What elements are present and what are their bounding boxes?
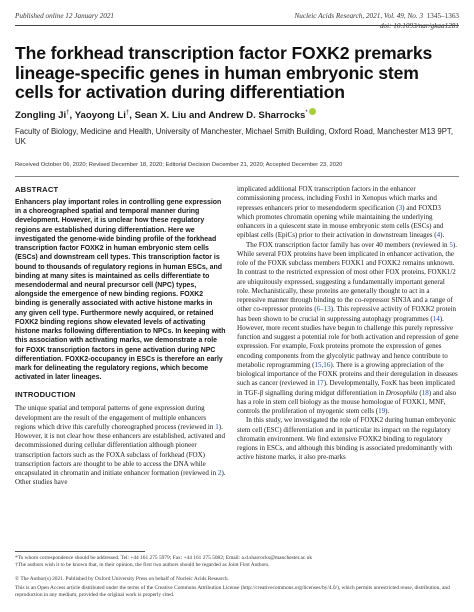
reference-link[interactable]: 3	[398, 203, 403, 212]
license-notice: This is an Open Access article distributed under the terms of the Creative Commons Attribution License (http://creativecommons.org/licenses/by/4.0/), which permits unrestricted reuse, distribution, and reproduction in any medium, provided the original work is properly cited.	[15, 585, 450, 599]
abstract-text: Enhancers play important roles in controlling gene expression in a choreographed spatial and temporal manner during development. However, it is unclear how these regulatory regions are established during differentiation. Here we investigated the genome-wide binding profile of the forkhead transcription factor FOXK2 in human embryonic stem cells (ESCs) and downstream cell types. This transcription factor is bound to thousands of regulatory regions in human ESCs, and binding at many sites is maintained as cells differentiate to mesendodermal and neural precursor cell (NPC) types, alongside the emergence of new binding regions. FOXK2 binding is generally associated with active histone marks in any given cell type. Furthermore newly acquired, or retained FOXK2 binding regions show elevated levels of activating histone marks following differentiation to NPCs. In keeping with this association with activating marks, we demonstrate a role for FOXK transcription factors in gene activation during NPC differentiation. FOXK2-occupancy in ESCs is therefore an early mark for delineating the regulatory regions, which become activated in later lineages.	[15, 199, 226, 382]
body-paragraph: In this study, we investigated the role of FOXK2 during human embryonic stem cell (ESC) differentiation and in particular its impact on the regulatory chromatin environment. We find extensive FOXK2 binding to regulatory regions in ESCs, and although this binding is associated predominantly with active histone marks, it also pre-marks	[237, 416, 457, 462]
author-mark: †	[125, 109, 130, 116]
header-divider	[15, 25, 459, 26]
page-range: 1345–1363	[426, 12, 459, 20]
right-column	[237, 185, 459, 463]
journal-citation	[294, 12, 460, 30]
doi-link[interactable]: doi: 10.1093/nar/gkaa1281	[379, 22, 459, 30]
orcid-icon[interactable]	[309, 108, 316, 115]
introduction-heading: INTRODUCTION	[15, 390, 76, 400]
affiliation: Faculty of Biology, Medicine and Health, University of Manchester, Michael Smith Building, Oxford Road, Manchester M13 9PT, UK	[15, 127, 453, 147]
running-head	[15, 12, 459, 30]
author-list: Zongling Ji†, Yaoyong Li†, Sean X. Liu and Andrew D. Sharrocks*	[15, 108, 460, 121]
received-dates: Received October 06, 2020; Revised December 18, 2020; Editorial Decision December 21, 2020; Accepted December 23, 2020	[15, 162, 343, 168]
copyright-notice: © The Author(s) 2021. Published by Oxford University Press on behalf of Nucleic Acids Research.	[15, 576, 229, 582]
author-name[interactable]: Yaoyong Li	[74, 110, 126, 121]
body-paragraph: The FOX transcription factor family has over 40 members (reviewed in 5). While several FOX proteins have been implicated in enhancer activation, the role of the FOXK subclass members FOXK1 and FOXK2 remains unknown. In contrast to the restricted expression of most other FOX proteins, FOXK1/2 are ubiquitously expressed, suggesting a fundamentally important general role. Mechanistically, these proteins are generally thought to act in a repressive manner through binding to the co-repressor SIN3A and a range of other co-repressor proteins (6–13). This repressive activity of FOXK2 protein has been shown to be crucial in suppressing autophagy programmes (14). However, more recent studies have begun to challenge this purely repressive function and suggest a potential role for both activation and repression of gene expression. For example, Foxk proteins promote the expression of genes encoding components from the glycolytic pathway and hence contribute to metabolic reprogramming (15,16). There is a growing appreciation of the biological importance of the FOXK proteins and their deregulation in diseases such as cancer (reviewed in 17). Developmentally, FoxK has been implicated in TGF-β signalling during midgut differentiation in Drosophila (18) and also has a role in stem cell biology as the mouse homologue of FOXK1, MNF, controls the proliferation of myogenic stem cells (19).	[237, 240, 459, 415]
article-title: The forkhead transcription factor FOXK2 premarks lineage-specific genes in human embryonic stem cells for activation during differentiation	[15, 43, 433, 102]
reference-link[interactable]: 18	[421, 388, 429, 397]
reference-link[interactable]: 19	[378, 407, 386, 415]
author-mark: †	[66, 109, 70, 116]
section-divider	[15, 176, 459, 177]
author-name[interactable]: Andrew D. Sharrocks	[208, 110, 306, 121]
author-name[interactable]: Sean X. Liu	[134, 110, 187, 121]
body-paragraph: implicated additional FOX transcription factors in the enhancer commissioning process, including Foxh1 in Xenopus which marks and represses enhancers prior to mesendoderm specification (3) and FOXD3 which promotes chromatin opening while maintaining the underlying enhancers in a quiescent state in mouse embryonic stem cells (ESCs) and epiblast cells (EpiCs) prior to their activation in downstream lineages (4).	[237, 185, 445, 240]
footnote-divider	[15, 551, 145, 552]
author-mark: *	[305, 109, 308, 116]
reference-link[interactable]: 6–13	[316, 305, 331, 314]
left-column	[15, 185, 226, 488]
reference-link[interactable]: 17	[316, 379, 324, 388]
published-date: Published online 12 January 2021	[15, 12, 115, 20]
reference-link[interactable]: 2	[217, 469, 222, 478]
correspondence-footnote: *To whom correspondence should be addressed. Tel: +44 161 275 5979; Fax: +44 161 275 5082; Email: a.d.sharrocks@manchester.ac.uk	[15, 555, 313, 561]
reference-link[interactable]: 5	[449, 240, 453, 249]
reference-link[interactable]: 15,16	[314, 360, 331, 369]
journal-name: Nucleic Acids Research, 2021, Vol. 49, No. 3	[294, 12, 424, 20]
abstract-heading: ABSTRACT	[15, 185, 59, 194]
equal-contribution-footnote: †The authors wish it to be known that, in their opinion, the first two authors should be regarded as Joint First Authors.	[15, 562, 270, 568]
reference-link[interactable]: 1	[215, 422, 219, 431]
reference-link[interactable]: 4	[436, 231, 441, 240]
introduction-paragraph: The unique spatial and temporal patterns of gene expression during development are the result of the engagement of multiple enhancers regions which drive this carefully choreographed process (reviewed in 1). However, it is not clear how these enhancers are established, activated and decommissioned during cellular differentiation although pioneer transcription factors such as the FOXA subclass of forkhead (FOX) transcription factors are thought to be able to access the DNA while encapsulated in chromatin and initiate enhancer formation (reviewed in 2). Other studies have	[15, 404, 226, 487]
reference-link[interactable]: 14	[432, 314, 440, 323]
author-name[interactable]: Zongling Ji	[15, 110, 67, 121]
